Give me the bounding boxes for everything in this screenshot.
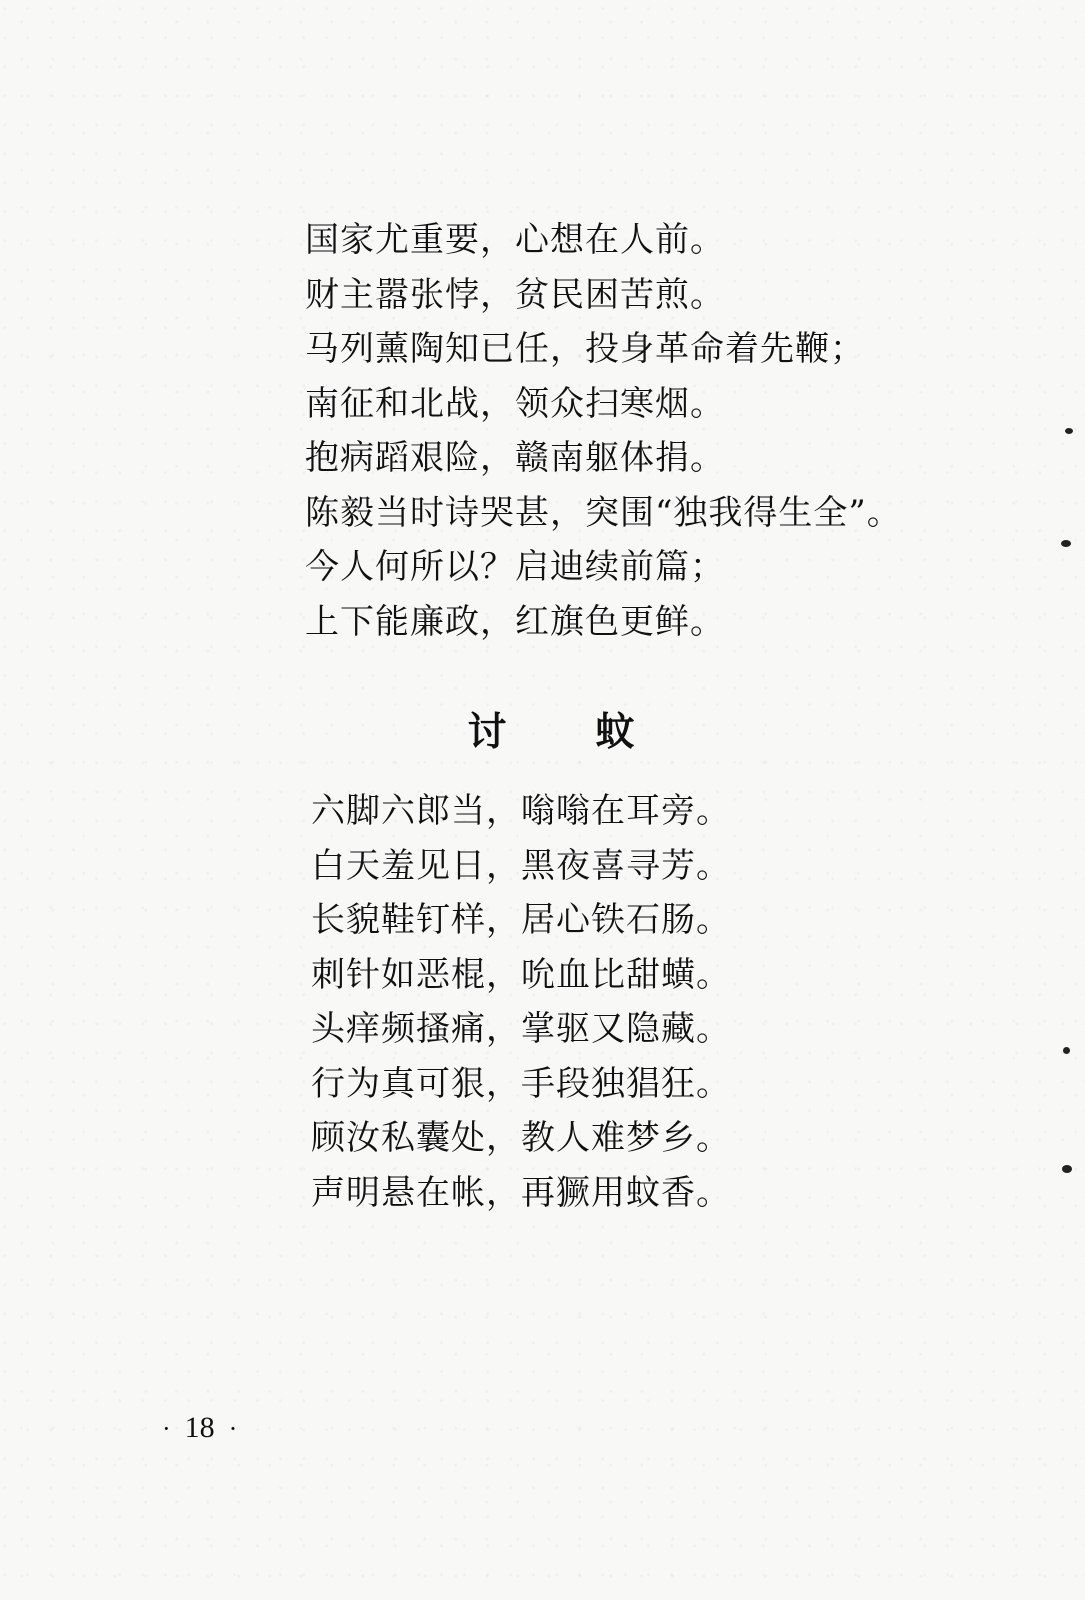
scan-speck	[1062, 1165, 1072, 1173]
poem-line: 长貌鞋钉样，居心铁石肠。	[311, 900, 731, 940]
poem-title-char: 讨	[467, 710, 508, 755]
page-number	[148, 1408, 251, 1449]
poem-line: 南征和北战，领众扫寒烟。	[305, 383, 725, 424]
poem-title-char: 蚊	[595, 710, 636, 755]
poem-line: 六脚六郎当，嗡嗡在耳旁。	[311, 791, 731, 831]
poem-line: 今人何所以？启迪续前篇；	[305, 547, 725, 587]
scan-speck	[1063, 1047, 1070, 1054]
scan-speck	[1065, 428, 1073, 434]
poem-line: 声明悬在帐，再獗用蚊香。	[311, 1172, 731, 1213]
folio-bullet: ·	[162, 1414, 171, 1443]
poem-line: 行为真可狠，手段独猖狂。	[311, 1063, 731, 1104]
poem-continued	[305, 213, 902, 649]
poem-line: 刺针如恶棍，吮血比甜蟥。	[311, 954, 731, 995]
poem-line: 国家尤重要，心想在人前。	[305, 220, 725, 260]
poem-line: 顾汝私囊处，教人难梦乡。	[311, 1118, 731, 1158]
poem-mosquito	[311, 784, 731, 1220]
poem-line: 马列薰陶知已任，投身革命着先鞭；	[305, 329, 865, 369]
poem-line: 财主嚣张悖，贫民困苦煎。	[305, 274, 725, 315]
poem-line: 白天羞见日，黑夜喜寻芳。	[311, 845, 731, 886]
poem-line: 抱病蹈艰险，赣南躯体捐。	[305, 438, 725, 478]
poem-line: 上下能廉政，红旗色更鲜。	[305, 601, 725, 642]
page-number-text: 18	[184, 1411, 215, 1444]
scan-speck	[1061, 540, 1071, 547]
poem-title	[0, 708, 1085, 758]
poem-line: 陈毅当时诗哭甚，突围“独我得生全”。	[305, 492, 902, 533]
poem-line: 头痒频搔痛，掌驱又隐藏。	[311, 1009, 731, 1049]
folio-bullet: ·	[228, 1414, 238, 1443]
